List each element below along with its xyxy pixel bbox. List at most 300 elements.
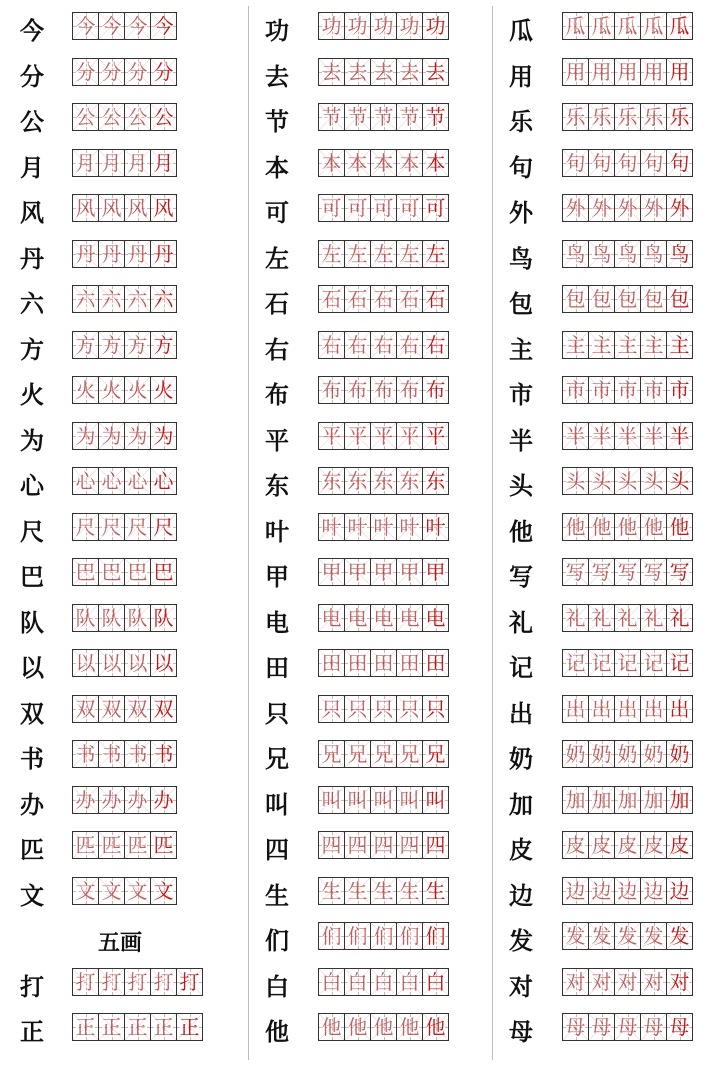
stroke-order-grid (72, 649, 177, 677)
stroke-step-glyph: 生 (347, 878, 368, 903)
stroke-step-glyph: 母 (643, 1015, 664, 1039)
stroke-step-cell (319, 650, 345, 676)
stroke-step-glyph: 兄 (321, 742, 342, 766)
stroke-step-cell (563, 377, 589, 403)
stroke-step-cell (563, 241, 589, 267)
stroke-step-glyph: 们 (321, 924, 342, 948)
stroke-step-cell (73, 241, 99, 267)
stroke-order-grid (318, 604, 449, 632)
character-row (494, 418, 720, 464)
stroke-step-cell (641, 832, 667, 858)
stroke-step-cell (615, 787, 641, 813)
stroke-step-glyph: 市 (617, 378, 638, 402)
stroke-step-glyph: 瓜 (591, 14, 612, 38)
stroke-step-cell (641, 969, 667, 995)
stroke-step-glyph: 六 (127, 287, 148, 311)
stroke-step-glyph: 火 (153, 378, 174, 402)
stroke-step-cell (345, 332, 371, 358)
stroke-step-cell (73, 787, 99, 813)
stroke-step-glyph: 石 (425, 287, 446, 311)
stroke-step-glyph: 外 (591, 196, 612, 220)
character-label: 以 (20, 653, 44, 682)
stroke-step-cell (667, 559, 692, 585)
stroke-step-cell (73, 969, 99, 995)
stroke-order-grid (562, 740, 693, 768)
stroke-step-glyph: 田 (373, 651, 394, 675)
stroke-step-cell (667, 878, 692, 904)
character-label: 正 (20, 1017, 44, 1046)
stroke-step-glyph: 石 (399, 287, 420, 311)
character-label: 布 (265, 380, 289, 409)
stroke-step-glyph: 石 (321, 287, 342, 311)
stroke-step-glyph: 巴 (101, 560, 122, 584)
stroke-step-cell (371, 650, 397, 676)
stroke-step-glyph: 石 (373, 287, 394, 311)
stroke-step-cell (423, 150, 448, 176)
stroke-step-glyph: 半 (643, 423, 664, 448)
stroke-step-glyph: 队 (153, 605, 174, 630)
stroke-step-cell (125, 741, 151, 767)
stroke-step-glyph: 方 (127, 332, 148, 357)
stroke-step-cell (615, 969, 641, 995)
stroke-step-cell (371, 423, 397, 449)
stroke-step-cell (667, 13, 692, 39)
character-label: 队 (20, 607, 44, 637)
stroke-step-cell (99, 787, 125, 813)
stroke-step-glyph: 田 (425, 651, 446, 675)
stroke-step-cell (345, 104, 371, 130)
stroke-step-glyph: 母 (669, 1015, 690, 1039)
stroke-step-glyph: 右 (399, 332, 420, 357)
stroke-step-glyph: 节 (425, 105, 446, 129)
stroke-step-glyph: 今 (75, 14, 96, 38)
stroke-step-cell (319, 969, 345, 995)
stroke-step-cell (589, 878, 615, 904)
stroke-step-glyph: 打 (179, 969, 200, 994)
stroke-step-cell (563, 878, 589, 904)
stroke-step-cell (641, 514, 667, 540)
character-label: 头 (509, 471, 533, 500)
stroke-step-glyph: 队 (75, 605, 96, 630)
stroke-step-glyph: 加 (643, 787, 664, 812)
stroke-step-glyph: 火 (75, 378, 96, 402)
stroke-step-cell (99, 241, 125, 267)
stroke-step-cell (615, 377, 641, 403)
stroke-order-grid (562, 604, 693, 632)
stroke-step-cell (99, 377, 125, 403)
stroke-step-cell (125, 13, 151, 39)
stroke-step-glyph: 只 (425, 696, 446, 721)
stroke-step-cell (667, 969, 692, 995)
stroke-step-glyph: 皮 (565, 833, 586, 857)
stroke-step-glyph: 乐 (669, 105, 690, 129)
stroke-step-cell (371, 969, 397, 995)
stroke-step-glyph: 对 (617, 969, 638, 994)
stroke-step-cell (151, 832, 176, 858)
stroke-step-cell (397, 59, 423, 85)
stroke-step-cell (151, 150, 176, 176)
stroke-step-cell (125, 150, 151, 176)
stroke-step-cell (667, 696, 692, 722)
stroke-order-grid (562, 968, 693, 996)
stroke-step-glyph: 为 (75, 423, 96, 448)
stroke-order-grid (72, 194, 177, 222)
stroke-step-glyph: 布 (373, 378, 394, 402)
stroke-order-grid (318, 1013, 449, 1041)
stroke-step-glyph: 白 (373, 969, 394, 994)
stroke-step-cell (371, 286, 397, 312)
stroke-step-glyph: 包 (643, 287, 664, 311)
stroke-step-cell (397, 559, 423, 585)
stroke-order-grid (318, 331, 449, 359)
stroke-step-cell (589, 13, 615, 39)
stroke-step-cell (99, 423, 125, 449)
stroke-order-grid (72, 1013, 203, 1041)
stroke-step-cell (563, 696, 589, 722)
stroke-step-glyph: 巴 (153, 560, 174, 584)
character-label: 主 (509, 334, 533, 364)
stroke-step-cell (319, 13, 345, 39)
stroke-step-cell (177, 1014, 202, 1040)
character-label: 办 (20, 789, 44, 819)
stroke-step-glyph: 心 (153, 469, 174, 493)
stroke-step-glyph: 鸟 (565, 241, 586, 266)
stroke-step-glyph: 心 (75, 469, 96, 493)
stroke-step-cell (615, 286, 641, 312)
stroke-step-glyph: 句 (617, 150, 638, 175)
stroke-step-glyph: 平 (399, 423, 420, 448)
stroke-step-glyph: 甲 (347, 560, 368, 584)
stroke-step-glyph: 句 (669, 150, 690, 175)
stroke-step-glyph: 心 (127, 469, 148, 493)
character-label: 火 (20, 380, 44, 409)
character-row (0, 782, 248, 828)
stroke-step-cell (667, 241, 692, 267)
stroke-step-cell (641, 605, 667, 631)
stroke-step-cell (589, 650, 615, 676)
stroke-step-glyph: 正 (101, 1015, 122, 1039)
stroke-step-cell (371, 104, 397, 130)
stroke-step-glyph: 尺 (101, 514, 122, 539)
stroke-step-glyph: 鸟 (643, 241, 664, 266)
stroke-order-grid (318, 968, 449, 996)
stroke-step-cell (345, 423, 371, 449)
character-row (250, 827, 492, 873)
stroke-step-cell (563, 423, 589, 449)
stroke-step-glyph: 巴 (75, 560, 96, 584)
character-label: 功 (265, 16, 289, 45)
stroke-step-glyph: 皮 (591, 833, 612, 857)
stroke-step-cell (371, 832, 397, 858)
character-row (0, 645, 248, 691)
stroke-step-glyph: 文 (127, 878, 148, 903)
stroke-step-glyph: 外 (565, 196, 586, 220)
stroke-step-cell (589, 696, 615, 722)
stroke-step-glyph: 礼 (565, 605, 586, 630)
stroke-step-glyph: 奶 (591, 742, 612, 766)
stroke-step-cell (73, 150, 99, 176)
stroke-step-cell (641, 468, 667, 494)
stroke-order-grid (562, 831, 693, 859)
stroke-step-glyph: 风 (101, 196, 122, 220)
stroke-step-glyph: 他 (347, 1015, 368, 1039)
stroke-step-glyph: 主 (591, 332, 612, 357)
stroke-order-grid (72, 786, 177, 814)
stroke-step-glyph: 外 (643, 196, 664, 220)
stroke-step-glyph: 办 (75, 787, 96, 812)
stroke-step-glyph: 电 (425, 605, 446, 630)
stroke-step-cell (615, 468, 641, 494)
stroke-order-grid (562, 285, 693, 313)
stroke-step-glyph: 四 (373, 833, 394, 857)
character-label: 写 (509, 562, 533, 591)
stroke-step-cell (667, 787, 692, 813)
character-label: 瓜 (509, 16, 533, 45)
stroke-step-cell (563, 787, 589, 813)
stroke-step-cell (319, 559, 345, 585)
stroke-step-glyph: 节 (347, 105, 368, 129)
stroke-step-glyph: 甲 (425, 560, 446, 584)
stroke-step-cell (371, 332, 397, 358)
stroke-step-glyph: 以 (101, 651, 122, 675)
stroke-step-glyph: 奶 (643, 742, 664, 766)
stroke-step-glyph: 右 (321, 332, 342, 357)
stroke-step-glyph: 功 (321, 14, 342, 38)
stroke-step-glyph: 奶 (617, 742, 638, 766)
stroke-step-glyph: 母 (565, 1015, 586, 1039)
stroke-step-glyph: 头 (643, 469, 664, 493)
stroke-step-glyph: 匹 (127, 833, 148, 857)
character-label: 书 (20, 744, 44, 773)
stroke-step-glyph: 打 (101, 969, 122, 994)
stroke-step-cell (397, 377, 423, 403)
stroke-step-cell (99, 969, 125, 995)
stroke-step-glyph: 公 (101, 105, 122, 129)
stroke-step-cell (345, 878, 371, 904)
character-label: 尺 (20, 516, 44, 546)
character-label: 句 (509, 152, 533, 182)
character-row (250, 54, 492, 100)
stroke-step-glyph: 文 (75, 878, 96, 903)
character-row (250, 554, 492, 600)
stroke-order-grid (562, 1013, 693, 1041)
stroke-step-cell (371, 195, 397, 221)
stroke-step-glyph: 出 (669, 696, 690, 721)
stroke-step-glyph: 去 (321, 59, 342, 84)
stroke-step-glyph: 鸟 (617, 241, 638, 266)
stroke-step-glyph: 本 (399, 150, 420, 175)
stroke-step-cell (563, 59, 589, 85)
character-label: 母 (509, 1017, 533, 1046)
stroke-step-cell (151, 13, 176, 39)
stroke-step-glyph: 发 (565, 924, 586, 948)
stroke-step-glyph: 包 (617, 287, 638, 311)
stroke-step-cell (125, 423, 151, 449)
stroke-step-glyph: 句 (565, 150, 586, 175)
stroke-step-cell (319, 195, 345, 221)
character-label: 公 (20, 107, 44, 136)
stroke-step-cell (371, 150, 397, 176)
stroke-step-glyph: 今 (127, 14, 148, 38)
stroke-step-cell (371, 468, 397, 494)
stroke-order-grid (562, 240, 693, 268)
stroke-step-cell (345, 286, 371, 312)
stroke-step-cell (73, 514, 99, 540)
stroke-step-cell (641, 1014, 667, 1040)
stroke-order-grid (318, 149, 449, 177)
stroke-step-glyph: 市 (643, 378, 664, 402)
character-row (250, 918, 492, 964)
character-label: 电 (265, 607, 289, 637)
stroke-step-glyph: 他 (399, 1015, 420, 1039)
stroke-step-glyph: 他 (617, 514, 638, 539)
stroke-step-cell (151, 423, 176, 449)
stroke-step-cell (563, 195, 589, 221)
stroke-step-cell (641, 241, 667, 267)
stroke-step-glyph: 出 (643, 696, 664, 721)
stroke-step-glyph: 奶 (565, 742, 586, 766)
stroke-step-glyph: 白 (425, 969, 446, 994)
character-row (250, 964, 492, 1010)
character-row (494, 8, 720, 54)
stroke-step-cell (397, 969, 423, 995)
character-label: 对 (509, 971, 533, 1001)
stroke-step-glyph: 生 (373, 878, 394, 903)
stroke-step-glyph: 加 (591, 787, 612, 812)
stroke-order-grid (72, 604, 177, 632)
stroke-step-glyph: 布 (321, 378, 342, 402)
stroke-order-grid (562, 786, 693, 814)
stroke-step-cell (319, 468, 345, 494)
stroke-order-grid (562, 376, 693, 404)
character-label: 礼 (509, 607, 533, 637)
stroke-step-glyph: 句 (591, 150, 612, 175)
stroke-step-cell (73, 1014, 99, 1040)
stroke-step-glyph: 丹 (101, 241, 122, 266)
character-label: 鸟 (509, 243, 533, 273)
stroke-step-glyph: 出 (617, 696, 638, 721)
character-row (250, 281, 492, 327)
character-row (494, 736, 720, 782)
stroke-step-cell (397, 650, 423, 676)
stroke-step-glyph: 只 (399, 696, 420, 721)
stroke-step-glyph: 公 (127, 105, 148, 129)
stroke-step-glyph: 月 (127, 150, 148, 175)
stroke-step-cell (371, 13, 397, 39)
stroke-step-glyph: 头 (565, 469, 586, 493)
stroke-step-cell (319, 514, 345, 540)
stroke-step-cell (371, 696, 397, 722)
stroke-step-cell (563, 1014, 589, 1040)
stroke-step-cell (615, 13, 641, 39)
character-row (250, 463, 492, 509)
stroke-order-grid (318, 786, 449, 814)
stroke-order-grid (72, 695, 177, 723)
stroke-step-glyph: 记 (643, 651, 664, 675)
stroke-step-cell (397, 1014, 423, 1040)
stroke-order-grid (72, 740, 177, 768)
character-label: 双 (20, 698, 44, 728)
stroke-step-cell (125, 605, 151, 631)
stroke-step-glyph: 办 (127, 787, 148, 812)
stroke-step-cell (589, 514, 615, 540)
stroke-order-grid (72, 877, 177, 905)
character-label: 心 (20, 471, 44, 500)
stroke-step-glyph: 发 (643, 924, 664, 948)
character-label: 六 (20, 289, 44, 318)
stroke-step-glyph: 叫 (425, 787, 446, 812)
stroke-step-glyph: 可 (321, 196, 342, 220)
stroke-step-glyph: 写 (591, 560, 612, 584)
stroke-step-cell (99, 878, 125, 904)
stroke-step-cell (563, 286, 589, 312)
character-label: 打 (20, 971, 44, 1001)
stroke-step-glyph: 文 (101, 878, 122, 903)
stroke-step-cell (641, 741, 667, 767)
stroke-step-glyph: 生 (399, 878, 420, 903)
stroke-step-glyph: 兄 (425, 742, 446, 766)
stroke-step-cell (99, 332, 125, 358)
section-heading-text: 五画 (98, 930, 143, 956)
stroke-order-grid (562, 58, 693, 86)
stroke-step-glyph: 功 (347, 14, 368, 38)
stroke-step-glyph: 分 (101, 59, 122, 84)
stroke-step-glyph: 皮 (669, 833, 690, 857)
stroke-step-glyph: 石 (347, 287, 368, 311)
stroke-step-glyph: 右 (373, 332, 394, 357)
stroke-step-glyph: 布 (399, 378, 420, 402)
character-row (494, 236, 720, 282)
stroke-order-grid (72, 240, 177, 268)
stroke-step-cell (641, 195, 667, 221)
stroke-step-glyph: 他 (591, 514, 612, 539)
stroke-step-cell (73, 13, 99, 39)
stroke-step-glyph: 队 (127, 605, 148, 630)
stroke-step-cell (73, 741, 99, 767)
stroke-step-cell (125, 1014, 151, 1040)
character-row (494, 99, 720, 145)
stroke-order-grid (318, 422, 449, 450)
stroke-step-glyph: 写 (565, 560, 586, 584)
character-row (250, 509, 492, 555)
stroke-step-cell (589, 741, 615, 767)
stroke-step-glyph: 节 (373, 105, 394, 129)
stroke-step-cell (151, 605, 176, 631)
stroke-step-cell (641, 286, 667, 312)
stroke-step-glyph: 东 (347, 469, 368, 493)
stroke-step-glyph: 甲 (399, 560, 420, 584)
stroke-step-cell (151, 104, 176, 130)
character-label: 本 (265, 152, 289, 182)
stroke-step-glyph: 匹 (101, 833, 122, 857)
stroke-step-cell (345, 59, 371, 85)
stroke-step-cell (563, 150, 589, 176)
stroke-step-glyph: 对 (591, 969, 612, 994)
stroke-step-cell (667, 150, 692, 176)
stroke-step-cell (589, 377, 615, 403)
stroke-step-glyph: 本 (425, 150, 446, 175)
column-divider-left (248, 6, 249, 1060)
character-row (494, 691, 720, 737)
stroke-step-cell (397, 104, 423, 130)
stroke-order-grid (318, 12, 449, 40)
stroke-step-glyph: 主 (617, 332, 638, 357)
stroke-step-glyph: 尺 (153, 514, 174, 539)
stroke-step-cell (345, 605, 371, 631)
stroke-step-cell (397, 514, 423, 540)
stroke-step-glyph: 东 (321, 469, 342, 493)
stroke-step-cell (319, 696, 345, 722)
